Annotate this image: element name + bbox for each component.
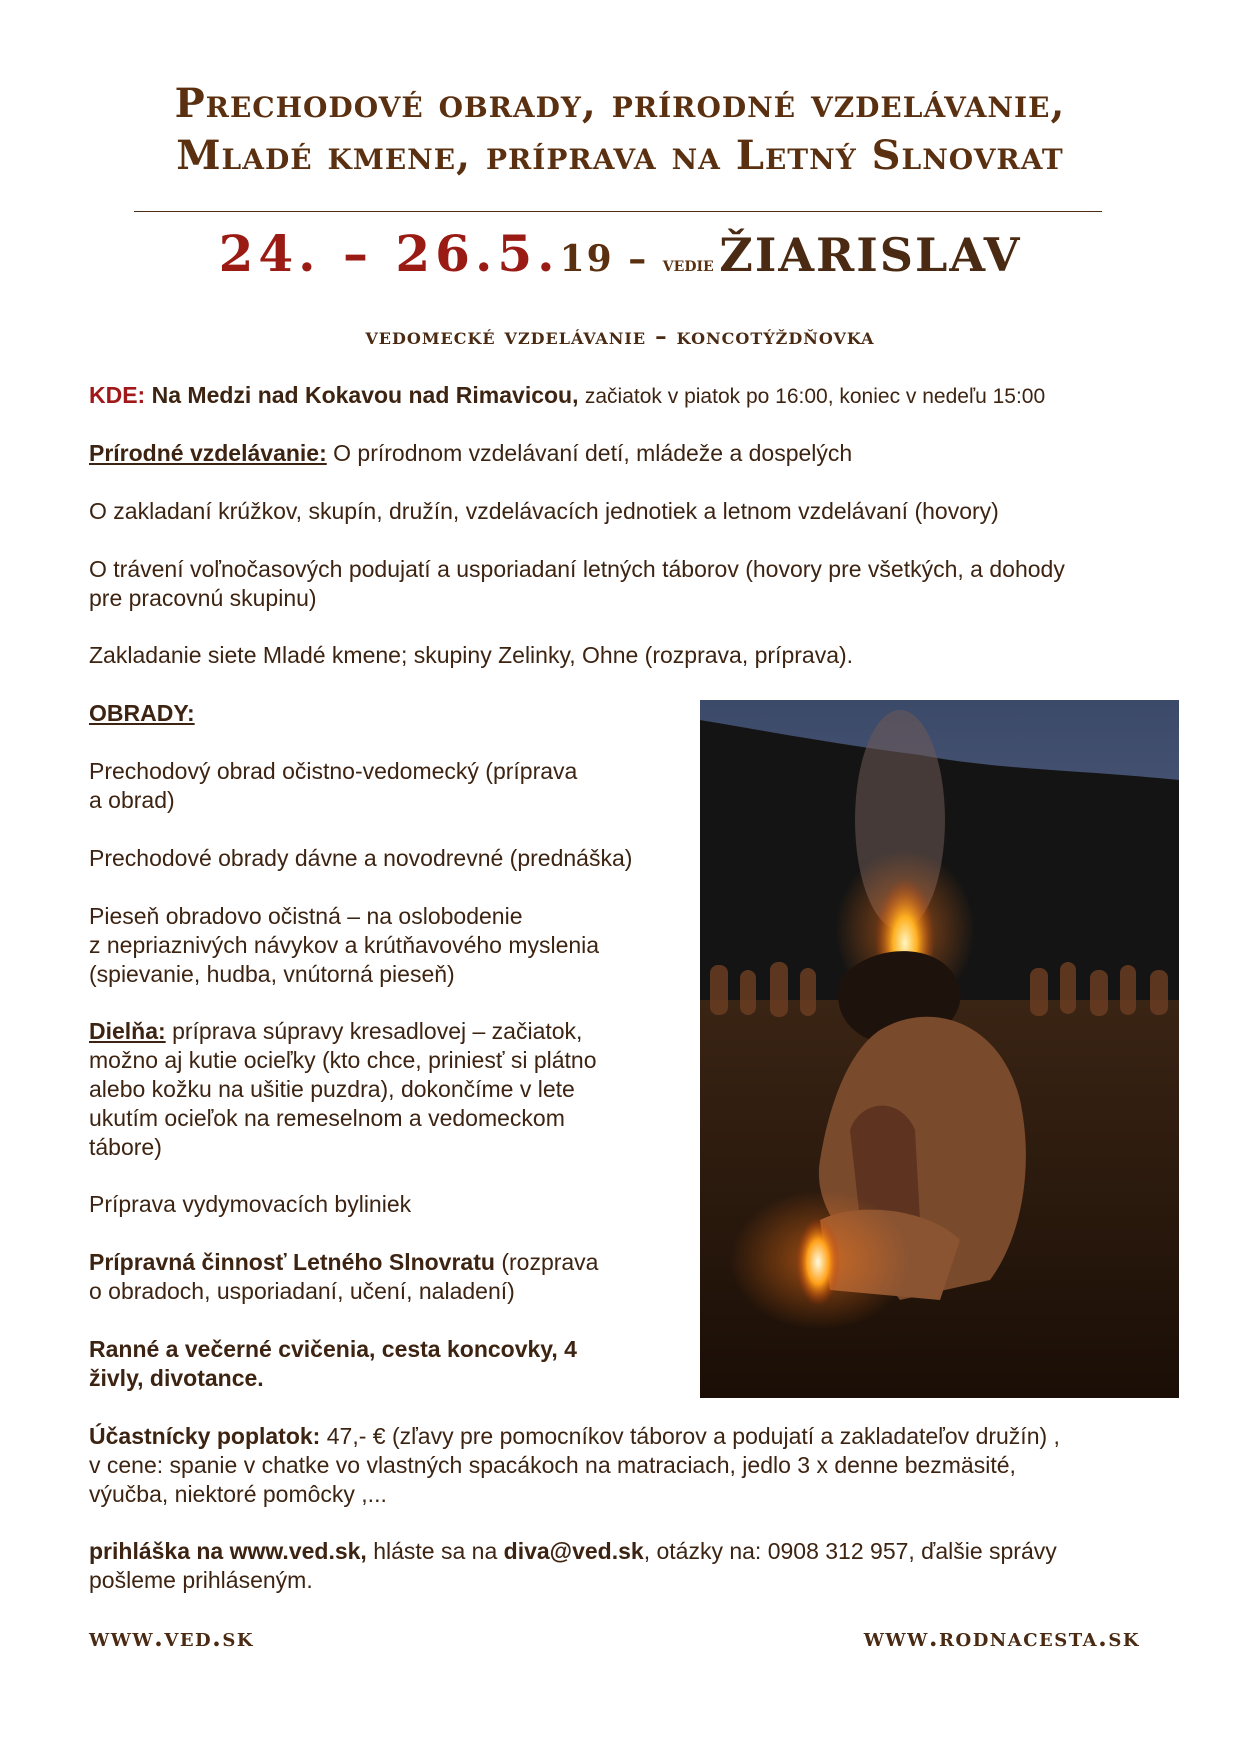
poplatok-label: Účastnícky poplatok: [89, 1423, 321, 1449]
event-year: 19 [559, 238, 614, 280]
event-date: 24. – 26.5. [218, 224, 560, 283]
poplatok-line1: 47,- € (zľavy pre pomocníkov táborov a podujatí a zakladateľov družín) , [326, 1423, 1060, 1449]
divider [134, 211, 1102, 212]
obrady-heading: OBRADY: [89, 700, 195, 726]
prirodne-p3-line1: O trávení voľnočasových podujatí a usporiadaní letných táborov (hovory pre všetkých, a dohody [89, 556, 1065, 582]
date-line [60, 224, 1180, 283]
obrady-item-3-line1: Pieseň obradovo očistná – na oslobodenie [89, 903, 523, 929]
obrady-item-6-bold: Prípravná činnosť Letného Slnovratu [89, 1249, 495, 1275]
obrady-item-1-line2: a obrad) [89, 787, 175, 813]
leader-name: ŽIARISLAV [719, 228, 1022, 282]
prihlaska-link[interactable]: prihláška na www.ved.sk, [89, 1538, 367, 1564]
prirodne-p4: Zakladanie siete Mladé kmene; skupiny Zelinky, Ohne (rozprava, príprava). [89, 642, 854, 668]
prihlaska-line2: pošleme prihláseným. [89, 1567, 313, 1593]
obrady-item-7 [89, 1335, 577, 1393]
dielna-line3: alebo kožku na ušitie puzdra), dokončíme v lete [89, 1076, 575, 1102]
date-separator: – [613, 238, 663, 280]
kde-time: začiatok v piatok po 16:00, koniec v nedeľu 15:00 [584, 385, 1046, 408]
prihlaska-block [89, 1537, 1057, 1595]
footer-link-rodnacesta[interactable]: www.rodnacesta.sk [863, 1623, 1140, 1652]
subtitle: vedomecké vzdelávanie – koncotýždňovka [365, 323, 875, 350]
obrady-item-1-line1: Prechodový obrad očistno-vedomecký (príprava [89, 758, 578, 784]
title-line-2: Mladé kmene, príprava na Letný Slnovrat [176, 132, 1064, 179]
page-title [60, 78, 1180, 182]
dielna-line5: tábore) [89, 1134, 162, 1160]
email-link[interactable]: diva@ved.sk [503, 1538, 644, 1564]
obrady-item-6-line1: (rozprava [501, 1249, 599, 1275]
prirodne-text: O prírodnom vzdelávaní detí, mládeže a dospelých [333, 440, 853, 466]
kde-line [89, 381, 1045, 411]
prihlaska-text2: , otázky na: 0908 312 957, ďalšie správy [643, 1538, 1057, 1564]
vedie-label: vedie [662, 252, 714, 276]
obrady-item-3-line3: (spievanie, hudba, vnútorná pieseň) [89, 961, 455, 987]
obrady-item-6 [89, 1248, 598, 1306]
kde-place: Na Medzi nad Kokavou nad Rimavicou, [151, 382, 579, 408]
prirodne-p3-line2: pre pracovnú skupinu) [89, 585, 317, 611]
dielna-line1: príprava súpravy kresadlovej – začiatok, [172, 1018, 583, 1044]
dielna-line4: ukutím ocieľok na remeselnom a vedomeckom [89, 1105, 565, 1131]
title-line-1: Prechodové obrady, prírodné vzdelávanie, [174, 80, 1066, 127]
prirodne-p2: O zakladaní krúžkov, skupín, družín, vzdelávacích jednotiek a letnom vzdelávaní (hovory) [89, 498, 999, 524]
obrady-item-5: Príprava vydymovacích byliniek [89, 1191, 412, 1217]
obrady-item-3 [89, 902, 599, 989]
obrady-item-3-line2: z nepriaznivých návykov a krútňavového myslenia [89, 932, 600, 958]
poplatok-line3: výučba, niektoré pomôcky ,... [89, 1481, 387, 1507]
fire-ritual-photo [700, 700, 1179, 1398]
obrady-item-2: Prechodové obrady dávne a novodrevné (prednáška) [89, 845, 633, 871]
obrady-item-6-line2: o obradoch, usporiadaní, učení, naladení) [89, 1278, 515, 1304]
poplatok-block [89, 1422, 1060, 1509]
obrady-item-7-line1: Ranné a večerné cvičenia, cesta koncovky, 4 [89, 1336, 577, 1362]
prirodne-line [89, 439, 852, 468]
dielna-label: Dielňa: [89, 1018, 166, 1044]
footer-link-ved[interactable]: www.ved.sk [89, 1623, 254, 1652]
obrady-item-7-line2: živly, divotance. [89, 1365, 264, 1391]
dielna-block [89, 1017, 597, 1162]
prirodne-label: Prírodné vzdelávanie: [89, 440, 327, 466]
prirodne-p3 [89, 555, 1065, 613]
dielna-line2: možno aj kutie ocieľky (kto chce, priniesť si plátno [89, 1047, 597, 1073]
poplatok-line2: v cene: spanie v chatke vo vlastných spacákoch na matraciach, jedlo 3 x denne bezmäsité, [89, 1452, 1016, 1478]
prihlaska-text1: hláste sa na [366, 1538, 504, 1564]
obrady-item-1 [89, 757, 577, 815]
kde-label: KDE: [89, 382, 146, 408]
